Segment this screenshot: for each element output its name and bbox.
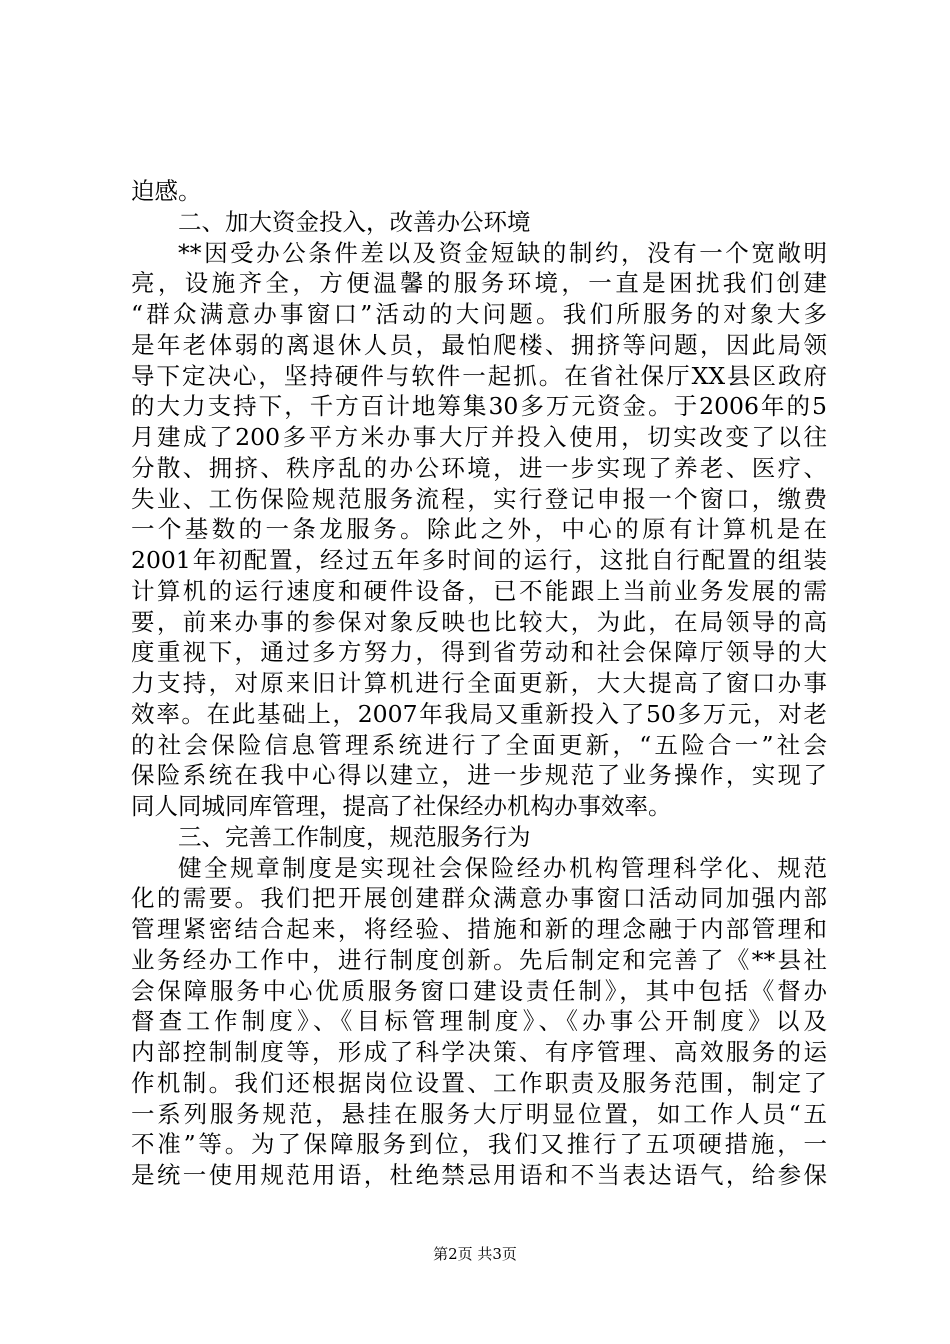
text-line: 化的需要。我们把开展创建群众满意办事窗口活动同加强内部: [131, 884, 827, 913]
text-line: 力支持，对原来旧计算机进行全面更新，大大提高了窗口办事: [131, 669, 827, 697]
body-text: [131, 176, 827, 1191]
text-line: “群众满意办事窗口”活动的大问题。我们所服务的对象大多: [131, 300, 827, 328]
text-line: 同人同城同库管理，提高了社保经办机构办事效率。: [131, 792, 672, 820]
text-line: 是统一使用规范用语，杜绝禁忌用语和不当表达语气，给参保: [131, 1161, 827, 1189]
text-line: 是年老体弱的离退休人员，最怕爬楼、拥挤等问题，因此局领: [131, 330, 827, 359]
text-line: 管理紧密结合起来，将经验、措施和新的理念融于内部管理和: [131, 915, 827, 943]
text-line: 业务经办工作中，进行制度创新。先后制定和完善了《**县社: [131, 945, 827, 974]
text-line: 督查工作制度》、《目标管理制度》、《办事公开制度》以及: [131, 1007, 827, 1036]
text-line: 要，前来办事的参保对象反映也比较大，为此，在局领导的高: [131, 607, 827, 636]
text-line: 2001年初配置，经过五年多时间的运行，这批自行配置的组装: [131, 546, 827, 574]
text-line: 一系列服务规范，悬挂在服务大厅明显位置，如工作人员“五: [131, 1099, 827, 1128]
text-line: 作机制。我们还根据岗位设置、工作职责及服务范围，制定了: [131, 1068, 827, 1097]
text-line: 的大力支持下，千方百计地筹集30多万元资金。于2006年的5: [131, 392, 827, 421]
text-line: 度重视下，通过多方努力，得到省劳动和社会保障厅领导的大: [131, 638, 827, 667]
page-footer: 第2页 共3页: [433, 1245, 517, 1263]
text-line: **因受办公条件差以及资金短缺的制约，没有一个宽敞明: [178, 238, 827, 267]
text-line: 保险系统在我中心得以建立，进一步规范了业务操作，实现了: [131, 761, 827, 790]
text-line: 迫感。: [131, 177, 202, 205]
text-line: 计算机的运行速度和硬件设备，已不能跟上当前业务发展的需: [131, 576, 827, 605]
text-line: 二、加大资金投入，改善办公环境: [178, 207, 531, 236]
text-line: 健全规章制度是实现社会保险经办机构管理科学化、规范: [178, 853, 827, 882]
text-line: 失业、工伤保险规范服务流程，实行登记申报一个窗口，缴费: [131, 484, 827, 513]
text-line: 一个基数的一条龙服务。除此之外，中心的原有计算机是在: [131, 515, 827, 544]
text-line: 内部控制制度等，形成了科学决策、有序管理、高效服务的运: [131, 1038, 827, 1066]
text-line: 亮，设施齐全，方便温馨的服务环境，一直是困扰我们创建: [131, 269, 827, 298]
text-line: 不准”等。为了保障服务到位，我们又推行了五项硬措施，一: [131, 1130, 827, 1159]
text-line: 效率。在此基础上，2007年我局又重新投入了50多万元，对老: [131, 699, 827, 728]
text-line: 的社会保险信息管理系统进行了全面更新，“五险合一”社会: [131, 730, 827, 759]
text-line: 会保障服务中心优质服务窗口建设责任制》，其中包括《督办: [131, 976, 827, 1005]
text-line: 导下定决心，坚持硬件与软件一起抓。在省社保厅XX县区政府: [131, 361, 827, 390]
text-line: 分散、拥挤、秩序乱的办公环境，进一步实现了养老、医疗、: [131, 453, 827, 482]
text-line: 月建成了200多平方米办事大厅并投入使用，切实改变了以往: [131, 423, 827, 451]
text-line: 三、完善工作制度，规范服务行为: [178, 822, 531, 851]
